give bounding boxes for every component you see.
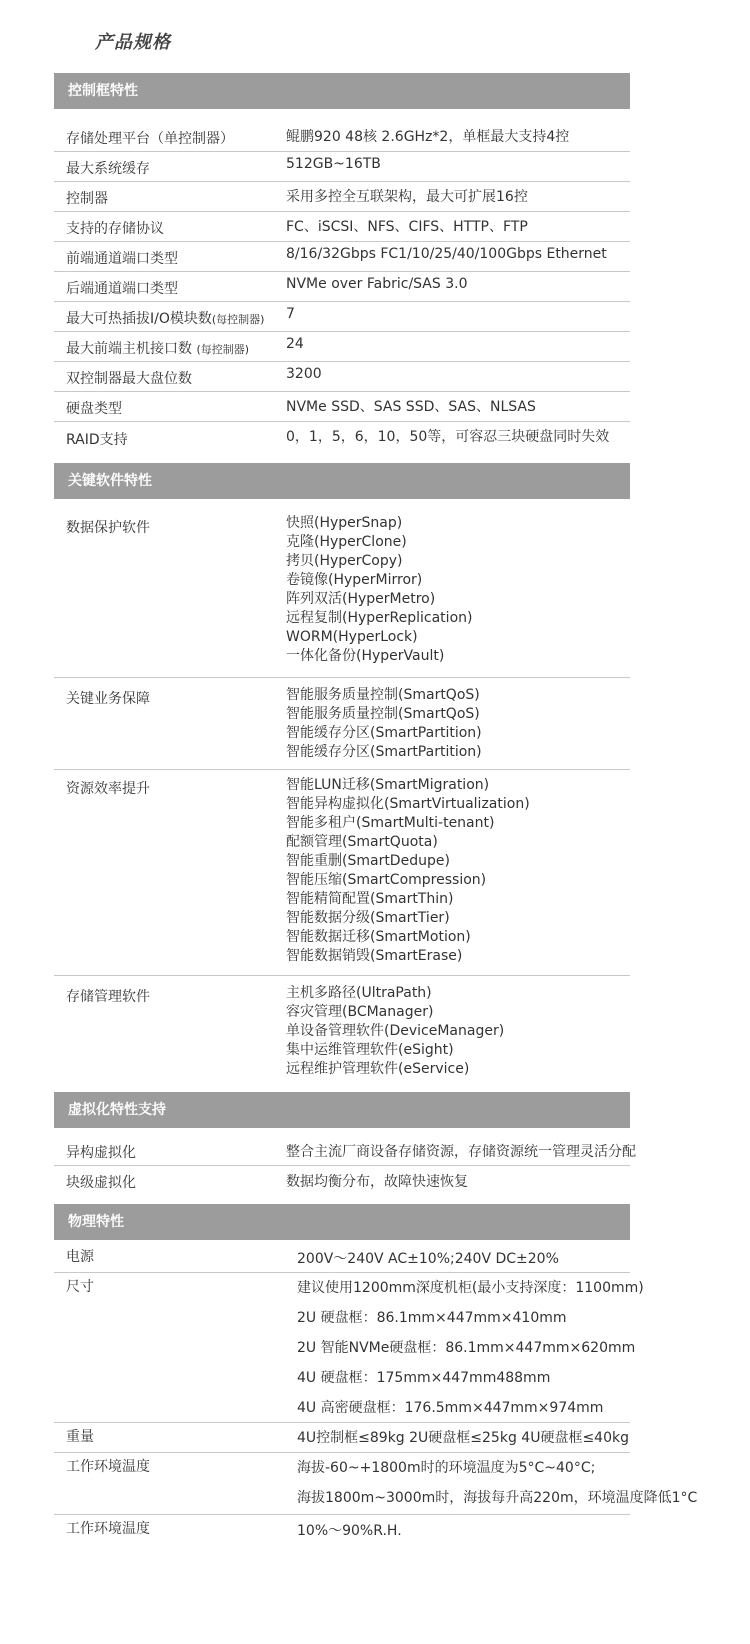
spec-value: 阵列双活(HyperMetro): [286, 591, 436, 607]
spec-row: [54, 1273, 644, 1423]
spec-row: [54, 770, 630, 976]
spec-value: 智能多租户(SmartMulti-tenant): [286, 815, 495, 831]
spec-label: 尺寸: [66, 1279, 94, 1295]
spec-label: 存储管理软件: [66, 989, 150, 1005]
spec-label: 工作环境温度: [66, 1521, 150, 1537]
spec-value: 8/16/32Gbps FC1/10/25/40/100Gbps Ethernet: [286, 246, 607, 262]
spec-value: 0，1，5，6，10，50等，可容忍三块硬盘同时失效: [286, 429, 610, 445]
spec-value: 智能服务质量控制(SmartQoS): [286, 687, 480, 703]
spec-label: 支持的存储协议: [66, 221, 164, 237]
spec-value: 智能服务质量控制(SmartQoS): [286, 706, 480, 722]
spec-label: [66, 308, 264, 328]
spec-value: 智能异构虚拟化(SmartVirtualization): [286, 796, 530, 812]
spec-value: 200V～240V AC±10%;240V DC±20%: [297, 1251, 559, 1267]
spec-value: 容灾管理(BCManager): [286, 1004, 434, 1020]
spec-value: 远程维护管理软件(eService): [286, 1061, 470, 1077]
spec-row: [54, 976, 630, 1086]
spec-label: 双控制器最大盘位数: [66, 371, 192, 387]
spec-label: 关键业务保障: [66, 691, 150, 707]
spec-value: 主机多路径(UltraPath): [286, 985, 432, 1001]
spec-value-list: [297, 1516, 402, 1546]
spec-value: 智能精简配置(SmartThin): [286, 891, 454, 907]
spec-label: 最大系统缓存: [66, 161, 150, 177]
spec-value: 鲲鹏920 48核 2.6GHz*2，单框最大支持4控: [286, 129, 570, 145]
section-header-software: 关键软件特性: [54, 463, 630, 499]
spec-label: [66, 338, 249, 358]
spec-row: [54, 1166, 630, 1196]
spec-row: [54, 1243, 630, 1273]
spec-row: [54, 1453, 698, 1515]
spec-value: 10%～90%R.H.: [297, 1523, 402, 1539]
spec-value: FC、iSCSI、NFS、CIFS、HTTP、FTP: [286, 219, 528, 235]
spec-label: 前端通道端口类型: [66, 251, 178, 267]
section-header-controller: 控制框特性: [54, 73, 630, 109]
spec-label-note: (每控制器): [211, 313, 265, 326]
spec-row: [54, 1423, 630, 1453]
spec-value: 建议使用1200mm深度机柜(最小支持深度：1100mm): [297, 1280, 644, 1296]
spec-value: 智能数据迁移(SmartMotion): [286, 929, 471, 945]
spec-row: [54, 122, 630, 152]
spec-label: 硬盘类型: [66, 401, 122, 417]
spec-value: NVMe over Fabric/SAS 3.0: [286, 276, 468, 292]
spec-label: RAID支持: [66, 432, 128, 448]
spec-value-list: [286, 514, 472, 666]
spec-value: 3200: [286, 366, 322, 382]
spec-row: [54, 332, 630, 362]
spec-value: 集中运维管理软件(eSight): [286, 1042, 454, 1058]
spec-label: 工作环境温度: [66, 1459, 150, 1475]
spec-label: 控制器: [66, 191, 108, 207]
spec-label: 异构虚拟化: [66, 1145, 136, 1161]
spec-value-list: [297, 1453, 697, 1513]
spec-value: 拷贝(HyperCopy): [286, 553, 403, 569]
spec-value: 智能数据销毁(SmartErase): [286, 948, 463, 964]
spec-row: [54, 362, 630, 392]
spec-label-text: 最大可热插拔I/O模块数: [66, 311, 212, 327]
spec-value-list: [286, 984, 504, 1079]
spec-label: 块级虚拟化: [66, 1175, 136, 1191]
spec-value: 克隆(HyperClone): [286, 534, 407, 550]
spec-value: 快照(HyperSnap): [286, 515, 403, 531]
spec-label: 资源效率提升: [66, 781, 150, 797]
spec-value: 7: [286, 306, 295, 322]
spec-value: 智能缓存分区(SmartPartition): [286, 744, 482, 760]
spec-value: 2U 智能NVMe硬盘框：86.1mm×447mm×620mm: [297, 1340, 636, 1356]
spec-row: [54, 272, 630, 302]
spec-value: NVMe SSD、SAS SSD、SAS、NLSAS: [286, 399, 536, 415]
spec-label: 重量: [66, 1429, 94, 1445]
spec-value: 单设备管理软件(DeviceManager): [286, 1023, 505, 1039]
spec-value: 海拔1800m~3000m时，海拔每升高220m，环境温度降低1°C: [297, 1490, 698, 1506]
spec-row: [54, 242, 630, 272]
spec-row: [54, 182, 630, 212]
spec-value: 4U 高密硬盘框：176.5mm×447mm×974mm: [297, 1400, 604, 1416]
spec-value: 采用多控全互联架构，最大可扩展16控: [286, 189, 528, 205]
spec-row: [54, 302, 630, 332]
spec-row: [54, 507, 630, 678]
spec-value: 卷镜像(HyperMirror): [286, 572, 423, 588]
spec-label: 电源: [66, 1249, 94, 1265]
spec-label: 存储处理平台（单控制器）: [66, 131, 234, 147]
section-header-virtualization: 虚拟化特性支持: [54, 1092, 630, 1128]
spec-row: [54, 212, 630, 242]
spec-row: [54, 422, 630, 456]
section-header-physical: 物理特性: [54, 1204, 630, 1240]
spec-label: 后端通道端口类型: [66, 281, 178, 297]
spec-row: [54, 678, 630, 770]
spec-value-list: [297, 1273, 644, 1423]
spec-row: [54, 1136, 636, 1166]
spec-label-note: (每控制器): [196, 343, 250, 356]
spec-value-list: [286, 776, 530, 966]
spec-value: 数据均衡分布，故障快速恢复: [286, 1174, 468, 1190]
spec-value-list: [297, 1423, 629, 1453]
spec-label: 数据保护软件: [66, 520, 150, 536]
spec-row: [54, 1515, 630, 1547]
spec-row: [54, 392, 630, 422]
page-title: 产品规格: [95, 32, 171, 53]
spec-value: 远程复制(HyperReplication): [286, 610, 473, 626]
spec-value: WORM(HyperLock): [286, 629, 418, 645]
spec-value: 整合主流厂商设备存储资源，存储资源统一管理灵活分配: [286, 1144, 636, 1160]
spec-value: 一体化备份(HyperVault): [286, 648, 445, 664]
spec-value: 4U 硬盘框：175mm×447mm488mm: [297, 1370, 551, 1386]
spec-value: 智能数据分级(SmartTier): [286, 910, 450, 926]
spec-value: 海拔-60~+1800m时的环境温度为5°C~40°C;: [297, 1460, 596, 1476]
spec-label-text: 最大前端主机接口数: [66, 341, 192, 357]
spec-value: 配额管理(SmartQuota): [286, 834, 438, 850]
spec-value: 24: [286, 336, 304, 352]
spec-value: 4U控制框≤89kg 2U硬盘框≤25kg 4U硬盘框≤40kg: [297, 1430, 629, 1446]
spec-value-list: [286, 686, 482, 762]
spec-value: 2U 硬盘框：86.1mm×447mm×410mm: [297, 1310, 567, 1326]
spec-value: 智能缓存分区(SmartPartition): [286, 725, 482, 741]
spec-value-list: [297, 1244, 559, 1274]
spec-value: 智能压缩(SmartCompression): [286, 872, 487, 888]
spec-row: [54, 152, 630, 182]
spec-value: 智能LUN迁移(SmartMigration): [286, 777, 490, 793]
spec-value: 512GB~16TB: [286, 156, 381, 172]
spec-value: 智能重删(SmartDedupe): [286, 853, 450, 869]
